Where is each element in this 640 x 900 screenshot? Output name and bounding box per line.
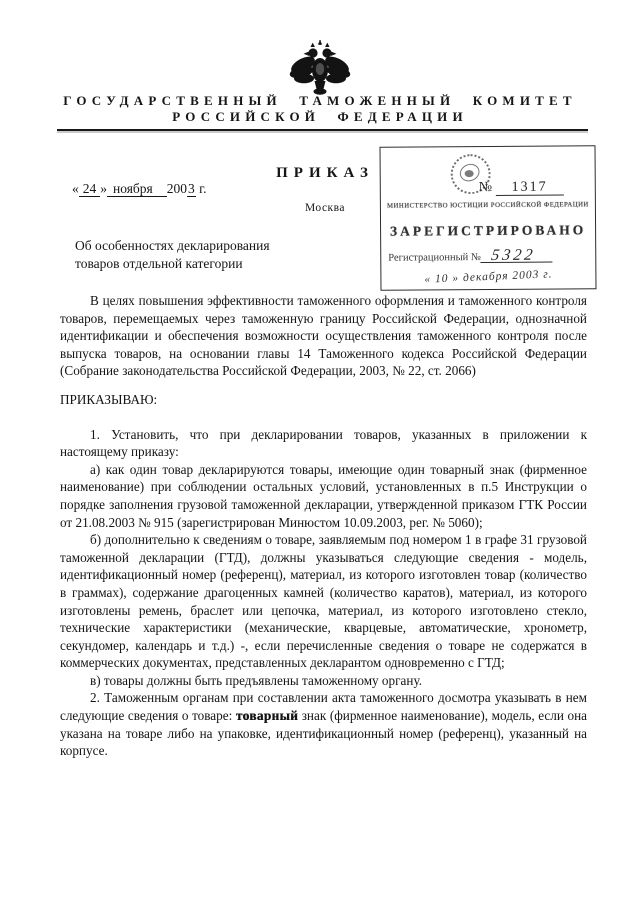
date-close-quote: » xyxy=(100,181,107,196)
date-year-last-digit: 3 xyxy=(188,181,195,196)
item-1a-paragraph: а) как один товар декларируются товары, имеющие один товарный знак (фирменное наименование) при соблюдении остальных условий, установленных в п.5 Инструкции о порядке заполнения грузовой таможенной декларации, утвержденной приказом ГТК России от 21.08.2003 № 915 (зарегистрирован Минюстом 10.09.2003, рег. № 5060); xyxy=(60,461,587,530)
item-1v-paragraph: в) товары должны быть предъявлены таможенному органу. xyxy=(90,672,423,688)
stamp-reg-number-value: 5322 xyxy=(480,249,554,264)
coat-of-arms-eagle-icon xyxy=(288,40,352,96)
stamp-number-label: № xyxy=(478,179,493,196)
stamp-number-line xyxy=(479,179,564,196)
item-1-paragraph: 1. Установить, что при декларировании товаров, указанных в приложении к настоящему приказу: xyxy=(60,426,587,460)
stamp-registered-label: ЗАРЕГИСТРИРОВАНО xyxy=(389,222,587,239)
header-rule xyxy=(57,129,588,131)
item-1b-paragraph: б) дополнительно к сведениям о товаре, заявляемым под номером 1 в графе 31 грузовой таможенной декларации (ГТД), должны указываться следующие сведения - модель, идентификационный номер (референц), материал, из которого изготовлен товар (количество в граммах), содержание драгоценных камней (количество каратов), материал, из которого изготовлены ремень, браслет или цепочка, материал, из которого изготовлено стекло, технические характеристики (механические, кварцевые, автоматические, хронометр, секундомер, календарь и т.д.) -, если перечисленные сведения о товаре не содержатся в коммерческих документах, представленных декларантом одновременно с ГТД; xyxy=(60,532,587,671)
stamp-number-value: 1317 xyxy=(496,179,564,195)
stamp-reg-number-line xyxy=(388,246,553,264)
item-2-paragraph xyxy=(60,689,587,759)
doc-subject xyxy=(75,237,325,273)
stamp-ministry-line: МИНИСТЕРСТВО ЮСТИЦИИ РОССИЙСКОЙ ФЕДЕРАЦИИ xyxy=(387,201,589,210)
date-month: ноября xyxy=(107,181,167,197)
command-word: ПРИКАЗЫВАЮ: xyxy=(60,391,158,407)
date-year-prefix: 200 xyxy=(166,181,188,196)
item-2-text-after: знак (фирменное наименование), модель, если она указана на товаре либо на упаковке, идентификационный номер (референц), указанный на корпусе. xyxy=(60,708,587,759)
doc-type-title: ПРИКАЗ xyxy=(276,165,374,181)
item-2-emphasized-word: товарный xyxy=(235,708,299,724)
date-open-quote: « xyxy=(72,181,79,196)
stamp-reg-date: « 10 » декабря 2003 г. xyxy=(424,268,553,286)
preamble-paragraph: В целях повышения эффективности таможенного оформления и таможенного контроля товаров, перемещаемых через таможенную границу Российской Федерации, однозначной идентификации и обеспечения возможности осуществления таможенного контроля после выпуска товаров, на основании главы 14 Таможенного кодекса Российской Федерации (Собрание законодательства Российской Федерации, 2003, № 22, ст. 2066) xyxy=(60,293,587,379)
item-2-text-before: 2. Таможенным органам при составлении акта таможенного досмотра указывать в нем следующие сведения о товаре: xyxy=(60,690,587,724)
stamp-reg-number-label: Регистрационный № xyxy=(388,252,481,264)
justice-registration-stamp xyxy=(379,145,596,291)
date-day: 24 xyxy=(79,181,101,197)
doc-city: Москва xyxy=(304,202,346,214)
org-name-line1: ГОСУДАРСТВЕННЫЙ ТАМОЖЕННЫЙ КОМИТЕТ xyxy=(63,93,577,108)
doc-subject-line2: товаров отдельной категории xyxy=(75,256,243,271)
doc-body xyxy=(60,292,587,760)
doc-date-line xyxy=(72,181,207,197)
doc-subject-line1: Об особенностях декларирования xyxy=(75,238,270,253)
date-era: г. xyxy=(199,181,207,196)
org-name-line2: РОССИЙСКОЙ ФЕДЕРАЦИИ xyxy=(172,109,468,124)
